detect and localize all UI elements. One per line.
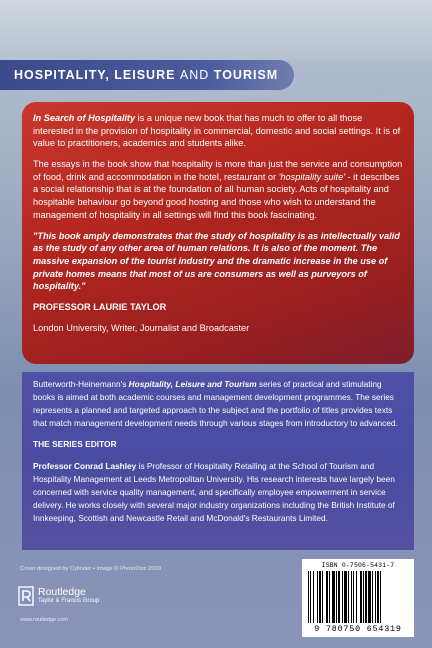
series-banner: [0, 60, 294, 90]
review-quote: "This book amply demonstrates that the study of hospitality is as intellectually valid as the study of any other area of human relations. It is also of the moment. The massive expansion of the tourist industry and the dramatic increase in the use of private homes means that most of us are consumers as well as purveyors of hospitality.": [33, 230, 400, 292]
cover-top-area: [0, 0, 432, 60]
cover-credit: Cover designed by Cylinder • Image © PhotoDisc 2000: [20, 566, 161, 572]
series-editor-heading: THE SERIES EDITOR: [33, 439, 117, 450]
publisher-subtitle: Taylor & Francis Group: [38, 597, 100, 604]
quote-author: PROFESSOR LAURIE TAYLOR: [33, 301, 167, 312]
series-paragraph: Butterworth-Heinemann's Hospitality, Leisure and Tourism series of practical and stimulating books is aimed at both academic courses and management development programmes. The series represents a planned and targeted approach to the subject and the portfolio of titles provides texts that match management development needs through various stages from introductory to advanced.: [33, 379, 398, 428]
routledge-logo-icon: [18, 586, 34, 606]
publisher-logo: [18, 586, 99, 606]
series-panel: [22, 372, 414, 550]
essays-paragraph: The essays in the book show that hospitality is more than just the service and consumption of food, drink and accommodation in the hotel, restaurant or 'hospitality suite' - it describes a social relationship that is at the foundation of all human society. Acts of hospitality and hospitable behaviour go beyond good hosting and those who wish to understand the management of hospitality in all settings will find this book fascinating.: [33, 159, 403, 220]
intro-paragraph: In Search of Hospitality is a unique new book that has much to offer to all those interested in the provision of hospitality in commercial, domestic and social settings. It is of value to practitioners, academics and students alike.: [33, 113, 401, 149]
editor-paragraph: Professor Conrad Lashley is Professor of Hospitality Retailing at the School of Tourism and Hospitality Management at Leeds Metropolitan University. His research interests have largely been concerned with service quality management, and specifically employee empowerment in service delivery. He works closely with several major industry organizations including the British Institute of Innkeeping, Scottish and Newcastle Retail and McDonald's Restaurants Limited.: [33, 461, 395, 523]
book-title: In Search of Hospitality: [33, 113, 136, 123]
publisher-name: Routledge: [38, 586, 86, 599]
series-banner-title: HOSPITALITY, LEISURE AND TOURISM: [14, 68, 279, 82]
publisher-url: www.routledge.com: [20, 617, 68, 623]
description-panel: [22, 102, 414, 364]
barcode-number: 9 780750 654319: [314, 624, 402, 634]
quote-author-role: London University, Writer, Journalist and Broadcaster: [33, 322, 250, 333]
isbn-label: ISBN 0-7506-5431-7: [321, 562, 395, 569]
barcode-icon: [307, 571, 409, 623]
isbn-barcode-box: [302, 559, 414, 637]
